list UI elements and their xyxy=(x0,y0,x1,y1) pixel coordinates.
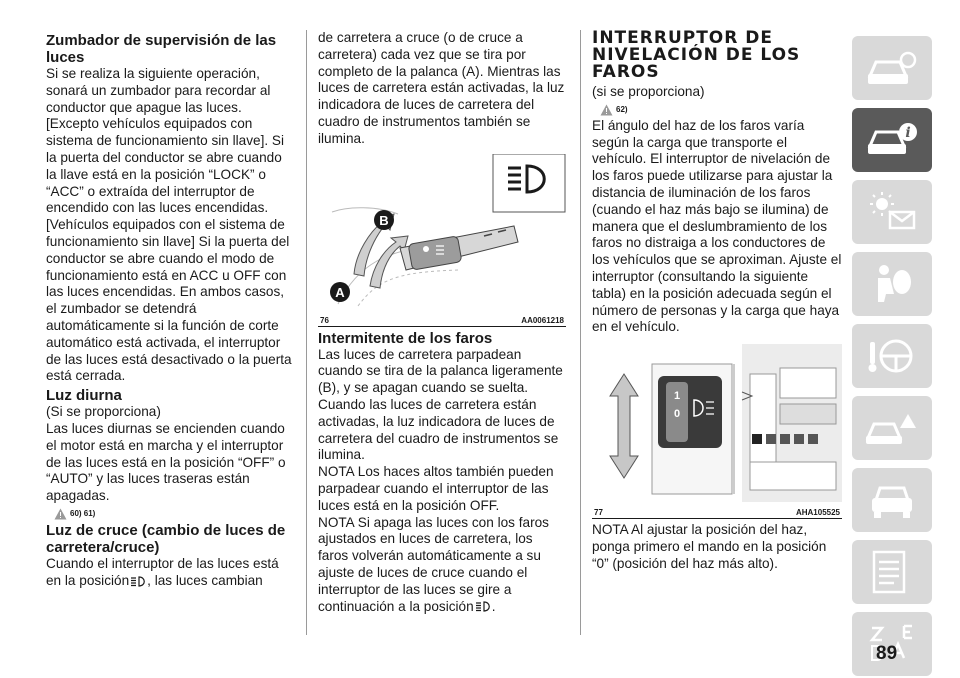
tab-emergency[interactable] xyxy=(852,396,932,460)
page-number: 89 xyxy=(876,643,898,664)
note-2: NOTA Si apaga las luces con los faros ajustados en luces de carretera, los faros volverán automáticamente a su ajuste de luces de cruce cuando el interruptor de las luces se gire a continuación a la posición . xyxy=(318,514,549,614)
warning-light-icon xyxy=(864,188,920,236)
steering-key-icon xyxy=(864,332,920,380)
heading-daylight: Luz diurna xyxy=(46,387,122,405)
figure-77 xyxy=(592,344,842,519)
airbag-icon xyxy=(864,260,920,308)
optional-note: (si se proporciona) xyxy=(592,84,705,99)
warning-triangle-icon xyxy=(54,508,67,520)
headlight-icon xyxy=(475,601,491,612)
column-1 xyxy=(46,30,294,590)
figure-76 xyxy=(318,154,566,327)
car-breakdown-icon xyxy=(864,404,920,452)
note-1: NOTA Los haces altos también pueden parpadear cuando el interruptor de las luces está en la posición OFF. xyxy=(318,464,554,513)
car-info-icon xyxy=(864,116,920,164)
heading-flash: Intermitente de los faros xyxy=(318,329,493,347)
chapter-tabs xyxy=(852,36,932,678)
tab-driving[interactable] xyxy=(852,324,932,388)
column-3 xyxy=(592,30,842,573)
heading-buzzer: Zumbador de supervisión de las luces xyxy=(46,32,277,66)
label-b: B xyxy=(379,212,389,228)
figure-number: 77 xyxy=(594,508,603,518)
note-leveling: NOTA Al ajustar la posición del haz, ponga primero el mando en la posición “0” (posición del haz más alto). xyxy=(592,522,827,571)
tab-car-info[interactable] xyxy=(852,108,932,172)
paragraph-flash: Las luces de carretera parpadean cuando se tira de la palanca ligeramente (B), y se apagan cuando se suelta. Cuando las luces de carretera están activadas, la luz indicadora de luces de carretera del cuadro de instrumentos se ilumina. xyxy=(318,346,563,463)
list-icon xyxy=(864,548,920,596)
paragraph-low-beam: Cuando el interruptor de las luces está en la posición , las luces cambian xyxy=(46,555,279,588)
tab-dashboard[interactable] xyxy=(852,36,932,100)
lever-illustration xyxy=(318,154,566,310)
dial-0: 0 xyxy=(673,408,681,421)
tab-warning-lights[interactable] xyxy=(852,180,932,244)
headlight-icon xyxy=(130,576,146,587)
warning-triangle-icon xyxy=(600,104,613,116)
column-2 xyxy=(318,30,566,615)
warning-reference xyxy=(54,508,294,520)
dial-1: 1 xyxy=(673,390,681,403)
warning-reference xyxy=(600,104,842,116)
paragraph-buzzer: Si se realiza la siguiente operación, sonará un zumbador para recordar al conductor que apague las luces. [Excepto vehículos equipados con sistema de funcionamiento sin llave]. Si la puerta del conductor se abre cuando la llave está en la posición “LOCK” o “ACC” o extraída del interruptor de encendido con las luces encendidas. [Vehículos equipados con el sistema de funcionamiento sin llave] Si la puerta del conductor se abre cuando el modo de funcionamiento está en ACC u OFF con las luces encendidas. En ambos casos, el zumbador se detendrá automáticamente si la función de corte automático está activada, el interruptor de las luces está desactivado o la puerta está cerrada. xyxy=(46,66,292,384)
figure-caption xyxy=(592,507,842,518)
tab-safety[interactable] xyxy=(852,252,932,316)
paragraph-leveling: El ángulo del haz de los faros varía según la carga que transporte el vehículo. El interruptor de nivelación de los faros puede utilizarse para ajustar la distancia de iluminación de los faros (cuando el haz más bajo se ilumina) de manera que el deslumbramiento de los faros no distraiga a los conductores de los vehículos que se aproximan. Ajuste el interruptor (consultando la siguiente tabla) en la posición adecuada según el número de personas y la carga que haya en el vehículo. xyxy=(592,117,842,335)
figure-caption xyxy=(318,315,566,326)
tab-technical-data[interactable] xyxy=(852,540,932,604)
column-divider xyxy=(306,30,307,635)
car-front-icon xyxy=(864,476,920,524)
warning-refs: 60) 61) xyxy=(70,509,96,519)
heading-low-beam: Luz de cruce (cambio de luces de carretera/cruce) xyxy=(46,521,286,556)
label-a: A xyxy=(335,284,345,300)
optional-note: (Si se proporciona) xyxy=(46,404,161,420)
car-dashboard-icon xyxy=(864,44,920,92)
figure-number: 76 xyxy=(320,315,329,325)
paragraph-continuation: de carretera a cruce (o de cruce a carretera) cada vez que se tira por completo de la palanca (A). Mientras las luces de carretera están activadas, la luz indicadora de luces de carretera del cuadro de instrumentos también se ilumina. xyxy=(318,30,565,146)
figure-code: AA0061218 xyxy=(521,315,564,325)
figure-code: AHA105525 xyxy=(795,508,840,518)
svg-text:i: i xyxy=(905,125,911,141)
tab-maintenance[interactable] xyxy=(852,468,932,532)
section-title: INTERRUPTOR DE NIVELACIÓN DE LOS FAROS xyxy=(592,28,801,82)
column-divider xyxy=(580,30,581,635)
paragraph-daylight: Las luces diurnas se encienden cuando el motor está en marcha y el interruptor de las luces está en la posición “OFF” o “AUTO” y las luces traseras están apagadas. xyxy=(46,420,286,504)
warning-ref: 62) xyxy=(616,105,628,115)
leveling-switch-illustration xyxy=(592,344,842,502)
